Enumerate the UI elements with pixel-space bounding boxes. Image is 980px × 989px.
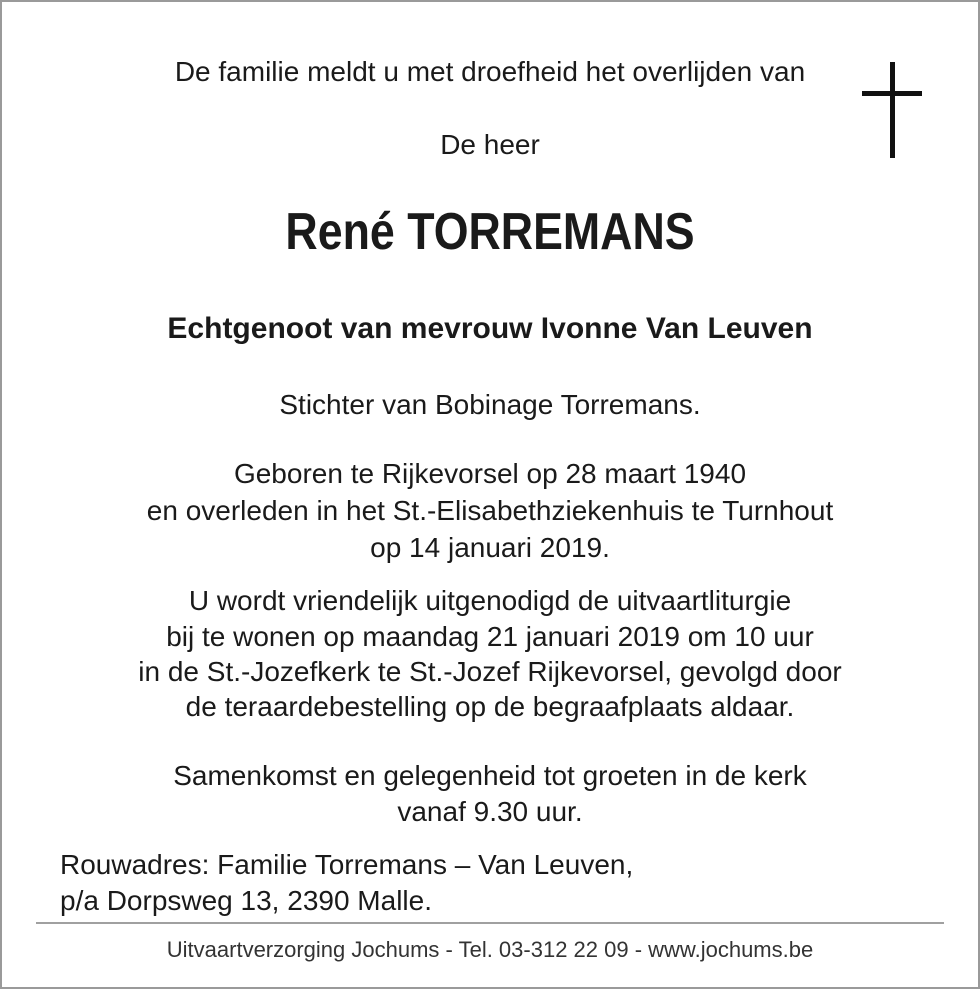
funeral-director-footer: Uitvaartverzorging Jochums - Tel. 03-312 22 09 - www.jochums.be xyxy=(166,937,814,962)
funeral-line: in de St.-Jozefkerk te St.-Jozef Rijkevorsel, gevolgd door xyxy=(138,656,842,687)
salutation: De heer xyxy=(440,129,540,160)
funeral-line: de teraardebestelling op de begraafplaats aldaar. xyxy=(185,691,795,722)
birth-death-line: op 14 januari 2019. xyxy=(370,532,610,563)
mourning-address: Rouwadres: Familie Torremans – Van Leuven, xyxy=(60,849,634,880)
funeral-line: bij te wonen op maandag 21 januari 2019 om 10 uur xyxy=(166,621,814,652)
spouse-line: Echtgenoot van mevrouw Ivonne Van Leuven xyxy=(167,312,813,345)
deceased-name: René TORREMANS xyxy=(285,203,695,261)
footer-divider xyxy=(36,922,944,924)
funeral-line: U wordt vriendelijk uitgenodigd de uitvaartliturgie xyxy=(188,585,792,616)
gathering-line: vanaf 9.30 uur. xyxy=(397,796,583,827)
intro-text: De familie meldt u met droefheid het overlijden van xyxy=(174,56,806,87)
founder-line: Stichter van Bobinage Torremans. xyxy=(279,389,701,420)
mourning-address: p/a Dorpsweg 13, 2390 Malle. xyxy=(60,885,432,916)
gathering-line: Samenkomst en gelegenheid tot groeten in de kerk xyxy=(173,760,807,791)
birth-death-line: Geboren te Rijkevorsel op 28 maart 1940 xyxy=(233,458,747,489)
birth-death-line: en overleden in het St.-Elisabethziekenhuis te Turnhout xyxy=(146,495,834,526)
